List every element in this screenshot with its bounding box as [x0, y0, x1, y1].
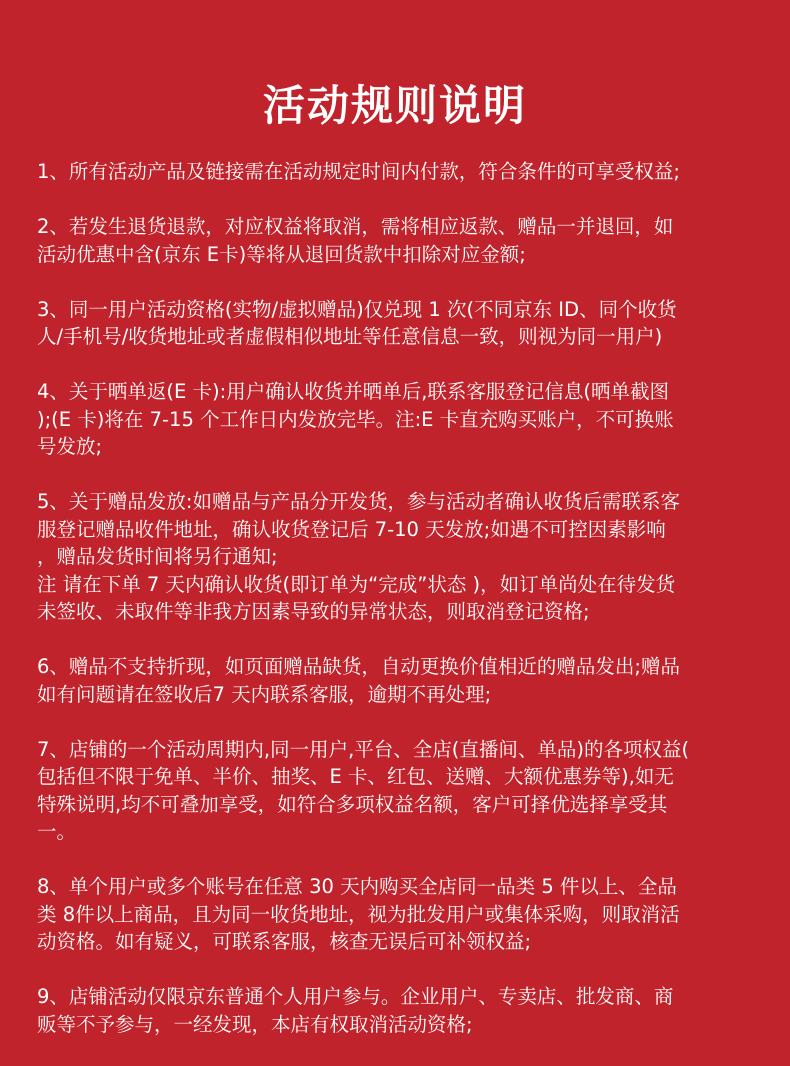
- rule-line: );(E 卡)将在 7-15 个工作日内发放完毕。注:E 卡直充购买账户，不可换账: [37, 407, 674, 431]
- rule-line: 号发放;: [37, 435, 103, 458]
- rule-item-3: [37, 296, 762, 351]
- rule-line: 未签收、未取件等非我方因素导致的异常状态，则取消登记资格;: [37, 600, 590, 623]
- rule-item-8: [37, 873, 762, 956]
- rule-line: 动资格。如有疑义，可联系客服，核查无误后可补领权益;: [37, 930, 532, 953]
- rule-line: 4、关于晒单返(E 卡):用户确认收货并晒单后,联系客服登记信息(晒单截图: [37, 380, 670, 403]
- rule-line: 类 8件以上商品，且为同一收货地址，视为批发用户或集体采购，则取消活: [37, 902, 680, 926]
- rule-line: 人/手机号/收货地址或者虚假相似地址等任意信息一致，则视为同一用户): [37, 325, 663, 348]
- rule-line: 5、关于赠品发放:如赠品与产品分开发货，参与活动者确认收货后需联系客: [37, 490, 680, 513]
- rule-item-4: [37, 378, 762, 461]
- rule-line: 包括但不限于免单、半价、抽奖、E 卡、红包、送赠、大额优惠券等),如无: [37, 765, 674, 788]
- rule-line: 9、店铺活动仅限京东普通个人用户参与。企业用户、专卖店、批发商、商: [37, 985, 674, 1008]
- rule-line: 8、单个用户或多个账号在任意 30 天内购买全店同一品类 5 件以上、全品: [37, 875, 677, 898]
- rule-item-5: [37, 488, 762, 626]
- rules-list: [37, 158, 762, 1066]
- rule-line: 服登记赠品收件地址，确认收货登记后 7-10 天发放;如遇不可控因素影响: [37, 517, 666, 541]
- rule-item-9: [37, 983, 762, 1038]
- rule-line: 特殊说明,均不可叠加享受，如符合多项权益名额，客户可择优选择享受其: [37, 792, 668, 816]
- rule-item-2: [37, 213, 762, 268]
- rule-line: 7、店铺的一个活动周期内,同一用户,平台、全店(直播间、单品)的各项权益(: [37, 737, 690, 761]
- rule-item-7: [37, 736, 762, 846]
- rule-item-1: [37, 158, 762, 186]
- rule-line: 如有问题请在签收后7 天内联系客服，逾期不再处理;: [37, 682, 492, 706]
- rule-line: 6、赠品不支持折现，如页面赠品缺货，自动更换价值相近的赠品发出;赠品: [37, 655, 680, 678]
- rule-line: 1、所有活动产品及链接需在活动规定时间内付款，符合条件的可享受权益;: [37, 160, 680, 183]
- rule-item-6: [37, 653, 762, 708]
- rule-line: 3、同一用户活动资格(实物/虚拟赠品)仅兑现 1 次(不同京东 ID、同个收货: [37, 297, 677, 321]
- rule-line: ，赠品发货时间将另行通知;: [37, 545, 278, 568]
- rule-line: 注 请在下单 7 天内确认收货(即订单为“完成”状态 )，如订单尚处在待发货: [37, 572, 676, 596]
- page-title: 活动规则说明: [262, 81, 527, 131]
- rule-line: 贩等不予参与，一经发现，本店有权取消活动资格;: [37, 1012, 473, 1036]
- rule-line: 一。: [37, 820, 77, 843]
- rule-line: 活动优惠中含(京东 E卡)等将从退回货款中扣除对应金额;: [37, 242, 526, 266]
- rule-line: 2、若发生退货退款，对应权益将取消，需将相应返款、赠品一并退回，如: [37, 215, 674, 238]
